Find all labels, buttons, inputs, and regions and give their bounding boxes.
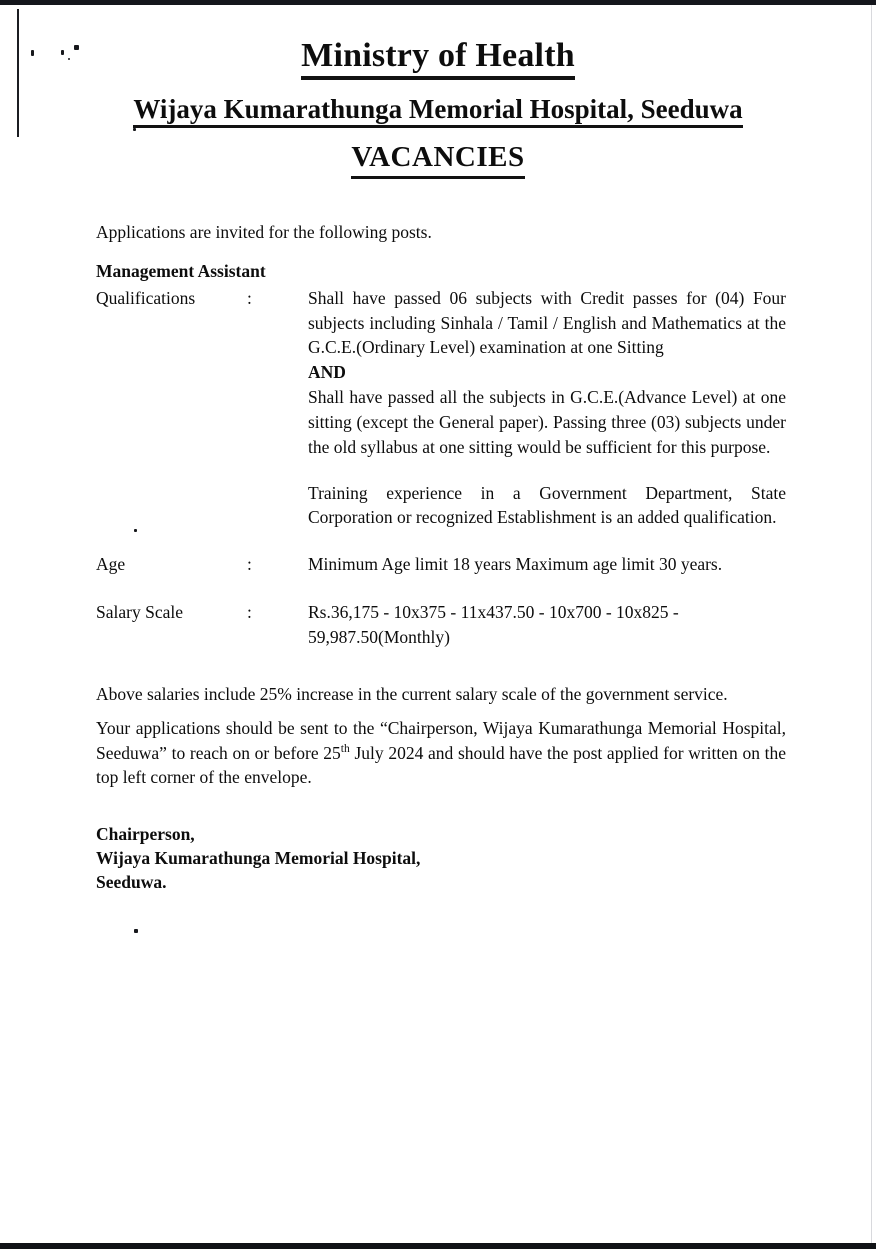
salary-increase-note: Above salaries include 25% increase in the current salary scale of the government service. <box>96 683 728 704</box>
salary-line-2: 59,987.50(Monthly) <box>308 626 450 647</box>
qualifications-para-1: Shall have passed 06 subjects with Credit passes for (04) Four subjects including Sinhala / Tamil / English and Mathematics at the G.C.E.(Ordinary Level) examination at one Sitting <box>308 287 786 358</box>
qualifications-row <box>96 286 786 531</box>
ministry-title-text: Ministry of Health <box>301 38 575 80</box>
post-title: Management Assistant <box>96 260 266 281</box>
hospital-title-text: Wijaya Kumarathunga Memorial Hospital, Seeduwa <box>133 95 742 129</box>
qualifications-colon: : <box>247 287 252 308</box>
scan-edge-right <box>871 5 872 1243</box>
qualifications-para-3: Training experience in a Government Department, State Corporation or recognized Establishment is an added qualification. <box>308 482 786 528</box>
age-row <box>96 552 786 577</box>
salary-value <box>308 600 786 650</box>
application-instructions <box>96 716 786 791</box>
age-colon: : <box>247 554 252 575</box>
scan-speck <box>134 929 138 933</box>
signature-line-1: Chairperson, <box>96 824 195 845</box>
age-value: Minimum Age limit 18 years Maximum age limit 30 years. <box>308 554 723 575</box>
salary-label: Salary Scale <box>96 602 183 623</box>
signature-line-2: Wijaya Kumarathunga Memorial Hospital, <box>96 848 421 869</box>
salary-line-1: Rs.36,175 - 10x375 - 11x437.50 - 10x700 - 10x825 - <box>308 602 679 623</box>
document-body <box>96 220 786 895</box>
salary-row <box>96 600 786 650</box>
hospital-title <box>0 80 876 129</box>
page-title <box>0 0 876 80</box>
age-label: Age <box>96 554 126 575</box>
qualifications-para-2: Shall have passed all the subjects in G.C.E.(Advance Level) at one sitting (except the General paper). Passing three (03) subjects under the old syllabus at one sitting would be sufficient for this purpose. <box>308 387 786 457</box>
scan-edge-bottom <box>0 1243 876 1249</box>
application-instructions-part2: July 2024 and should have the post applied for written on the top left corner of the envelope. <box>96 742 787 788</box>
vacancies-title <box>0 128 876 179</box>
signature-block <box>96 822 786 894</box>
application-instructions-part1: Your applications should be sent to the “Chairperson, Wijaya Kumarathunga Memorial Hospital, Seeduwa” to reach on or before 25 <box>96 717 786 763</box>
qualifications-label: Qualifications <box>96 287 196 308</box>
document-headings <box>0 0 876 179</box>
qualifications-and: AND <box>308 362 346 383</box>
salary-colon: : <box>247 602 252 623</box>
intro-text: Applications are invited for the following posts. <box>96 222 432 242</box>
vacancies-title-text: VACANCIES <box>351 142 524 179</box>
date-ordinal-suffix: th <box>340 742 350 755</box>
closing-paragraphs <box>96 682 786 790</box>
qualifications-content <box>308 286 786 531</box>
signature-line-3: Seeduwa. <box>96 872 167 893</box>
